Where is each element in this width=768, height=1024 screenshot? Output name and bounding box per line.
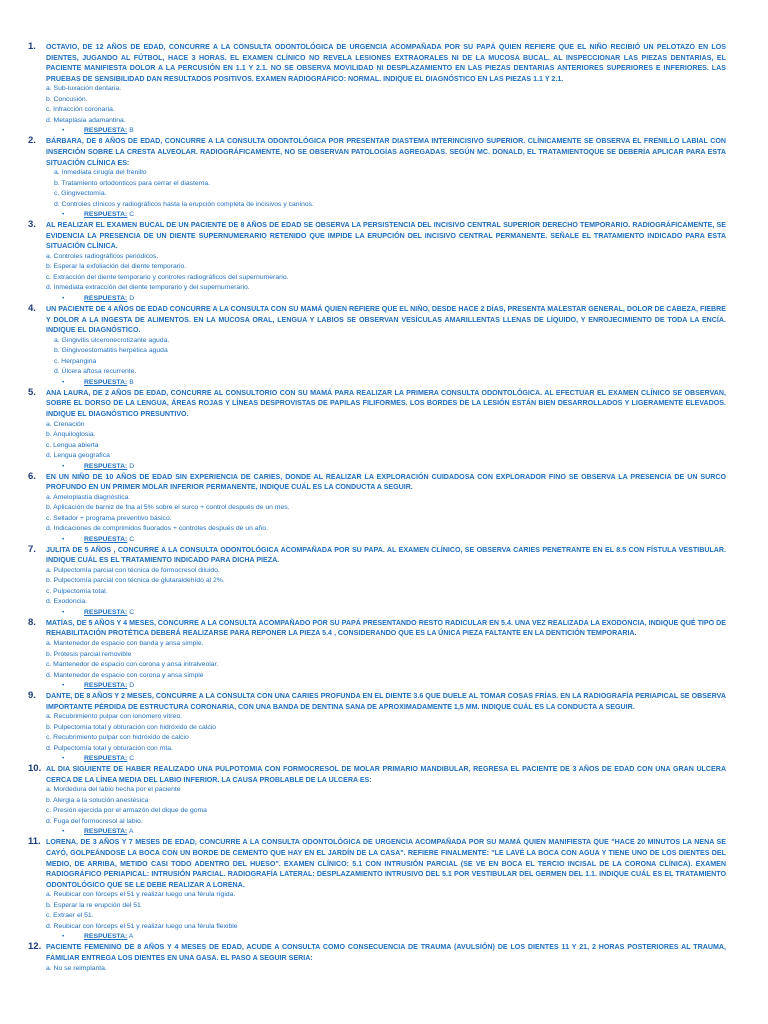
answer-line xyxy=(46,294,726,304)
answer-option: c. Herpangina xyxy=(54,357,97,365)
question-text: LORENA, DE 3 AÑOS Y 7 MESES DE EDAD, CONCURRE A LA CONSULTA ODONTOLÓGICA DE URGENCIA ACOMPAÑADA POR SU MAMÁ QUIEN MANIFIESTA QUE "HACE 20 MINUTOS LA NENA SE CAYÓ, GOLPEÁNDOSE LA BOCA CON UN BORDE DE CEMENTO QUE HAY EN EL JARDÍN DE LA CASA". REFIERE FINALMENTE: "LE LAVÉ LA BOCA CON AGUA Y TIENE UNO DE LOS DIENTES DEL MEDIO, DE ARRIBA, METIDO CASI TODO ADENTRO DEL HUESO". EXAMEN CLÍNICO: 5.1 CON INTRUSIÓN PARCIAL (SE VE EN BOCA EL TERCIO INCISAL DE LA CORONA CLÍNICA). EXAMEN RADIOGRÁFICO PERIAPICAL: INTRUSIÓN PARCIAL. RADIOGRAFÍA LATERAL: DESPLAZAMIENTO INTRUSIVO DEL 5.1 POR VESTIBULAR DEL GERMEN DEL 1.1. INDIQUE CUÁL ES EL TRATAMIENTO ODONTOLÓGICO QUE SE LE DEBE REALIZAR A LORENA. xyxy=(46,838,726,889)
answer-label: RESPUESTA: xyxy=(84,608,128,616)
question-body xyxy=(46,942,726,974)
option-list xyxy=(46,493,726,535)
option-list xyxy=(46,84,726,126)
answer-label: RESPUESTA: xyxy=(84,211,128,219)
answer-option: d. Lengua geografica xyxy=(46,452,110,459)
question-text: ANA LAURA, DE 2 AÑOS DE EDAD, CONCURRE AL CONSULTORIO CON SU MAMÁ PARA REALIZAR LA PRIMERA CONSULTA ODONTOLÓGICA. AL EFECTUAR EL EXAMEN CLÍNICO SE OBSERVAN, SOBRE EL DORSO DE LA LENGUA, ÁREAS ROJAS Y LÍNEAS DESPROVISTAS DE PAPILAS FILIFORMES. LOS BORDES DE LA LESIÓN ESTÁN BIEN DESARROLLADOS Y LIGERAMENTE ELEVADOS. INDIQUE EL DIAGNÓSTICO PRESUNTIVO. xyxy=(46,388,726,418)
answer-option: a. Pulpectomía parcial con técnica de formocresol diluido. xyxy=(46,566,220,574)
option-list xyxy=(46,712,726,754)
answer-value: A xyxy=(128,828,134,836)
question-body xyxy=(46,618,726,691)
answer-option: c. Gingivectomía. xyxy=(54,190,107,198)
answer-option: d. Metaplasia adamantina. xyxy=(46,116,126,124)
answer-option: b. Aplicación de barniz de fna al 5% sobre el surco + control después de un mes. xyxy=(46,504,290,512)
question-text: MATÍAS, DE 5 AÑOS Y 4 MESES, CONCURRE A LA CONSULTA ACOMPAÑADO POR SU PAPÁ PRESENTANDO RESTO RADICULAR EN 5.4. UNA VEZ REALIZADA LA EXODONCIA, INDIQUE QUÉ TIPO DE REHABILITACIÓN PROTÉTICA DEBERÁ REALIZARSE PARA REPONER LA PIEZA 5.4 , CONSIDERANDO QUE ES LA ÚNICA PIEZA FALTANTE EN LA DENTICIÓN TEMPORARIA. xyxy=(46,618,726,638)
answer-option: d. Úlcera aftosa recurrente. xyxy=(54,368,137,376)
answer-line xyxy=(46,126,726,136)
answer-value: D xyxy=(129,682,135,690)
answer-option: c. Extraer el 51. xyxy=(46,912,94,920)
answer-value: C xyxy=(129,608,135,616)
answer-option: d. Indicaciones de comprimidos fluorados + controles después de un año. xyxy=(46,525,268,533)
question-number: 12. xyxy=(28,941,42,953)
bullet-icon: • xyxy=(62,828,65,836)
question-number: 1. xyxy=(28,41,36,52)
answer-option: c. Extracción del diente temporario y controles radiográficos del supernumerario. xyxy=(46,273,289,281)
bullet-icon: • xyxy=(62,294,65,302)
answer-line xyxy=(46,827,726,837)
option-list xyxy=(46,639,726,681)
question-body xyxy=(46,42,726,136)
bullet-icon: • xyxy=(62,682,65,690)
answer-option: c. Recubrimiento pulpar con hidróxido de calcio xyxy=(46,734,189,742)
question-body xyxy=(46,691,726,764)
question-item xyxy=(28,304,726,388)
question-text: OCTAVIO, DE 12 AÑOS DE EDAD, CONCURRE A LA CONSULTA ODONTOLÓGICA DE URGENCIA ACOMPAÑADA POR SU PAPÁ QUIEN REFIERE QUE EL NIÑO RECIBIÓ UN PELOTAZO EN LOS DIENTES, JUGANDO AL FÚTBOL, HACE 3 HORAS. EL EXAMEN CLÍNICO NO REVELA LESIONES EXTRAORALES NI DE LA MUCOSA BUCAL. AL INSPECCIONAR LAS PIEZAS DENTARIAS, EL PACIENTE MANIFIESTA DOLOR A LA PERCUSIÓN EN 1.1 Y 2.1. NO SE OBSERVA MOVILIDAD NI DESPLAZAMIENTO EN LAS PIEZAS DENTARIAS ANTERIORES SUPERIORES E INFERIORES. LAS PRUEBAS DE SENSIBILIDAD DAN RESULTADOS POSITIVOS. EXAMEN RADIOGRÁFICO: NORMAL. INDIQUE EL DIAGNÓSTICO EN LAS PIEZAS 1.1 Y 2.1. xyxy=(46,43,726,83)
option-list xyxy=(46,964,726,975)
question-body xyxy=(46,304,726,388)
question-number: 9. xyxy=(28,690,36,702)
answer-line xyxy=(46,210,726,220)
answer-value: D xyxy=(129,462,135,470)
question-body xyxy=(46,764,726,837)
answer-label: RESPUESTA: xyxy=(84,462,128,470)
answer-option: a. Mordedura del labio hecha por el paciente xyxy=(46,786,181,794)
bullet-icon: • xyxy=(62,535,65,543)
answer-option: a. Mantenedor de espacio con banda y ansa simple. xyxy=(46,640,204,648)
answer-option: b. Pulpectomía total y obturación con hidróxido de calcio xyxy=(46,723,217,731)
answer-label: RESPUESTA: xyxy=(84,828,128,836)
answer-line xyxy=(46,754,726,764)
answer-option: d. Exodoncia. xyxy=(46,598,88,606)
question-body xyxy=(46,220,726,304)
question-number: 5. xyxy=(28,386,36,398)
question-item xyxy=(28,545,726,618)
answer-line xyxy=(46,608,726,618)
question-body xyxy=(46,136,726,220)
answer-value: C xyxy=(129,755,135,763)
question-number: 3. xyxy=(28,219,36,231)
option-list xyxy=(46,785,726,827)
answer-label: RESPUESTA: xyxy=(84,682,128,690)
answer-line xyxy=(46,932,726,942)
answer-option: b. Gingivoestomatitis herpética aguda xyxy=(54,347,168,355)
question-item xyxy=(28,220,726,304)
question-item xyxy=(28,942,726,974)
question-text: JULITA DE 5 AÑOS , CONCURRE A LA CONSULTA ODONTOLÓGICA ACOMPAÑADA POR SU PAPA. AL EXAMEN CLÍNICO, SE OBSERVA CARIES PENETRANTE EN EL 8.5 CON FÍSTULA VESTIBULAR. INDIQUE CUÁL ES EL TRATAMIENTO INDICADO PARA DICHA PIEZA. xyxy=(46,545,726,565)
question-number: 11. xyxy=(28,836,41,848)
answer-option: b. Esperar la re erupción del 51 xyxy=(46,901,141,909)
question-number: 7. xyxy=(28,543,36,555)
option-list xyxy=(46,252,726,294)
answer-option: b. Anquiloglosia. xyxy=(46,431,96,438)
bullet-icon: • xyxy=(62,127,65,135)
answer-value: D xyxy=(129,294,135,302)
bullet-icon: • xyxy=(62,608,65,616)
answer-option: d. Mantenedor de espacio con corona y ansa simple xyxy=(46,671,204,679)
document-page xyxy=(28,42,726,974)
answer-option: b. Prótesis parcial removible xyxy=(46,650,132,658)
answer-option: a. Reubicar con fórceps el 51 y realizar luego una férula rígida. xyxy=(46,891,236,899)
answer-option: a. Ameloplastia diagnóstica. xyxy=(46,493,131,501)
question-text: AL REALIZAR EL EXAMEN BUCAL DE UN PACIENTE DE 8 AÑOS DE EDAD SE OBSERVA LA PERSISTENCIA DEL INCISIVO CENTRAL SUPERIOR DERECHO TEMPORARIO. RADIOGRÁFICAMENTE, SE EVIDENCIA LA PRESENCIA DE UN DIENTE SUPERNUMERARIO RETENIDO QUE IMPIDE LA ERUPCIÓN DEL INCISIVO CENTRAL PERMANENTE. SEÑALE EL TRATAMIENTO INDICADO PARA ESTA SITUACIÓN CLÍNICA. xyxy=(46,221,726,251)
option-list xyxy=(46,336,726,378)
bullet-icon: • xyxy=(62,378,65,386)
answer-option: d. Controles clínicos y radiográficos hasta la erupción completa de incisivos y caninos. xyxy=(54,200,314,208)
answer-option: c. Presión ejercida por el armazón del dique de goma xyxy=(46,807,207,815)
answer-value: C xyxy=(129,211,135,219)
question-item xyxy=(28,472,726,545)
answer-label: RESPUESTA: xyxy=(84,378,128,386)
question-text: BÁRBARA, DE 8 AÑOS DE EDAD, CONCURRE A LA CONSULTA ODONTOLÓGICA POR PRESENTAR DIASTEMA INTERINCISIVO SUPERIOR. CLÍNICAMENTE SE OBSERVA EL FRENILLO LABIAL CON INSERCIÓN SOBRE LA CRESTA ALVEOLAR. RADIOGRÁFICAMENTE, NO SE OBSERVAN PATOLOGÍAS AGREGADAS. SEGÚN MC. DONALD, EL TRATAMIENTOQUE SE DEBERÍA APLICAR PARA ESTA SITUACIÓN CLÍNICA ES: xyxy=(46,137,726,167)
question-number: 10. xyxy=(28,763,42,775)
answer-line xyxy=(46,378,726,388)
question-text: DANTE, DE 8 AÑOS Y 2 MESES, CONCURRE A LA CONSULTA CON UNA CARIES PROFUNDA EN EL DIENTE 3.6 QUE DUELE AL TOMAR COSAS FRÍAS. EN LA RADIOGRAFÍA PERIAPICAL SE OBSERVA IMPORTANTE PÉRDIDA DE ESTRUCTURA CORONARIA, CON UNA BANDA DE DENTINA SANA DE APROXIMADAMENTE 1,5 MM. INDIQUE CUÁL ES LA CONDUCTA A SEGUIR. xyxy=(46,692,726,711)
question-text: AL DIA SIGUIENTE DE HABER REALIZADO UNA PULPOTOMIA CON FORMOCRESOL DE MOLAR PRIMARIO MANDIBULAR, REGRESA EL PACIENTE DE 3 AÑOS DE EDAD CON UNA GRAN ULCERA CERCA DE LA LÍNEA MEDIA DEL LABIO INFERIOR. LA CAUSA PROBLABLE DE LA ULCERA ES: xyxy=(46,765,726,784)
answer-option: a. Recubrimiento pulpar con ionómero vítreo. xyxy=(46,713,183,721)
answer-line xyxy=(46,535,726,545)
answer-option: b. Pulpectomía parcial con técnica de glutaraldehído al 2%. xyxy=(46,577,225,585)
bullet-icon: • xyxy=(62,462,65,470)
answer-option: c. Infracción coronaria. xyxy=(46,106,115,114)
answer-value: A xyxy=(128,933,134,941)
answer-option: b. Tratamiento ortodonticos para cerrar el diastema. xyxy=(54,179,211,187)
bullet-icon: • xyxy=(62,211,65,219)
answer-option: a. Inmediata cirugía del frenillo xyxy=(54,169,147,177)
question-item xyxy=(28,691,726,764)
answer-value: C xyxy=(129,535,135,543)
answer-option: d. Pulpectomía total y obturación con mta. xyxy=(46,744,173,752)
option-list xyxy=(46,168,726,210)
question-body xyxy=(46,472,726,545)
question-text: UN PACIENTE DE 4 AÑOS DE EDAD CONCURRE A LA CONSULTA CON SU MAMÁ QUIEN REFIERE QUE EL NIÑO, DESDE HACE 2 DÍAS, PRESENTA MALESTAR GENERAL, DOLOR DE CABEZA, FIEBRE Y DOLOR A LA INGESTA DE ALIMENTOS. EN LA MUCOSA ORAL, LENGUA Y LABIOS SE OBSERVAN VESÍCULAS AMARILLENTAS LLENAS DE LÍQUIDO, Y ENROJECIMIENTO DE TODA LA ENCÍA. INDIQUE EL DIAGNÓSTICO. xyxy=(46,304,726,335)
question-item xyxy=(28,136,726,220)
answer-line xyxy=(46,681,726,691)
question-number: 6. xyxy=(28,470,36,482)
option-list xyxy=(46,566,726,608)
bullet-icon: • xyxy=(62,933,65,941)
answer-value: B xyxy=(129,378,134,386)
question-item xyxy=(28,42,726,136)
answer-value: B xyxy=(129,127,134,135)
question-body xyxy=(46,545,726,618)
answer-option: b. Esperar la exfoliación del diente temporario. xyxy=(46,263,187,271)
answer-option: c. Mantenedor de espacio con corona y ansa intralveolar. xyxy=(46,661,219,669)
option-list xyxy=(46,420,726,462)
question-item xyxy=(28,764,726,837)
answer-label: RESPUESTA: xyxy=(84,294,128,302)
answer-option: a. Crenación xyxy=(46,420,85,428)
answer-option: c. Sellador + programa preventivo básico. xyxy=(46,514,172,522)
answer-label: RESPUESTA: xyxy=(84,127,128,135)
answer-option: a. Controles radiográficos periódicos. xyxy=(46,252,159,260)
question-number: 2. xyxy=(28,135,36,147)
answer-option: b. Alergia a la solución anestésica xyxy=(46,796,149,804)
answer-line xyxy=(46,462,726,472)
answer-option: d. Inmediata extracción del diente temporario y del supernumerario. xyxy=(46,284,250,292)
question-text: PACIENTE FEMENINO DE 8 AÑOS Y 4 MESES DE EDAD, ACUDE A CONSULTA COMO CONSECUENCIA DE TRAUMA (AVULSIÓN) DE LOS DIENTES 11 Y 21, 2 HORAS POSTERIORES AL TRAUMA, FAMILIAR ENTREGA LOS DIENTES EN UNA GASA. EL PASO A SEGUIR SERIA: xyxy=(46,943,726,962)
bullet-icon: • xyxy=(62,755,65,763)
answer-option: a. Gingivitis úlceronecrotizante aguda. xyxy=(54,336,170,344)
question-item xyxy=(28,388,726,472)
answer-option: d. Fuga del formocresol al labio. xyxy=(46,817,143,825)
answer-option: a. Sub-luxación dentaria. xyxy=(46,85,122,93)
question-item xyxy=(28,837,726,942)
question-number: 8. xyxy=(28,616,36,628)
answer-option: a. No se reimplanta. xyxy=(46,964,107,972)
option-list xyxy=(46,890,726,932)
answer-option: c. Pulpectomía total. xyxy=(46,587,108,595)
question-item xyxy=(28,618,726,691)
answer-option: c. Lengua abierta xyxy=(46,441,99,449)
answer-option: b. Concusión. xyxy=(46,95,88,103)
question-number: 4. xyxy=(28,302,36,314)
answer-label: RESPUESTA: xyxy=(84,755,128,763)
answer-option: d. Reubicar con fórceps el 51 y realizar luego una férula flexible xyxy=(46,922,238,930)
question-body xyxy=(46,837,726,942)
question-body xyxy=(46,388,726,472)
question-text: EN UN NIÑO DE 10 AÑOS DE EDAD SIN EXPERIENCIA DE CARIES, DONDE AL REALIZAR LA EXPLORACIÓN CUIDADOSA CON EXPLORADOR FINO SE OBSERVA LA PRESENCIA DE UN SURCO PROFUNDO EN UN PRIMER MOLAR INFERIOR PERMANENTE, INDIQUE CUÁL ES LA CONDUCTA A SEGUIR. xyxy=(46,472,726,492)
answer-label: RESPUESTA: xyxy=(84,535,128,543)
answer-label: RESPUESTA: xyxy=(84,933,128,941)
